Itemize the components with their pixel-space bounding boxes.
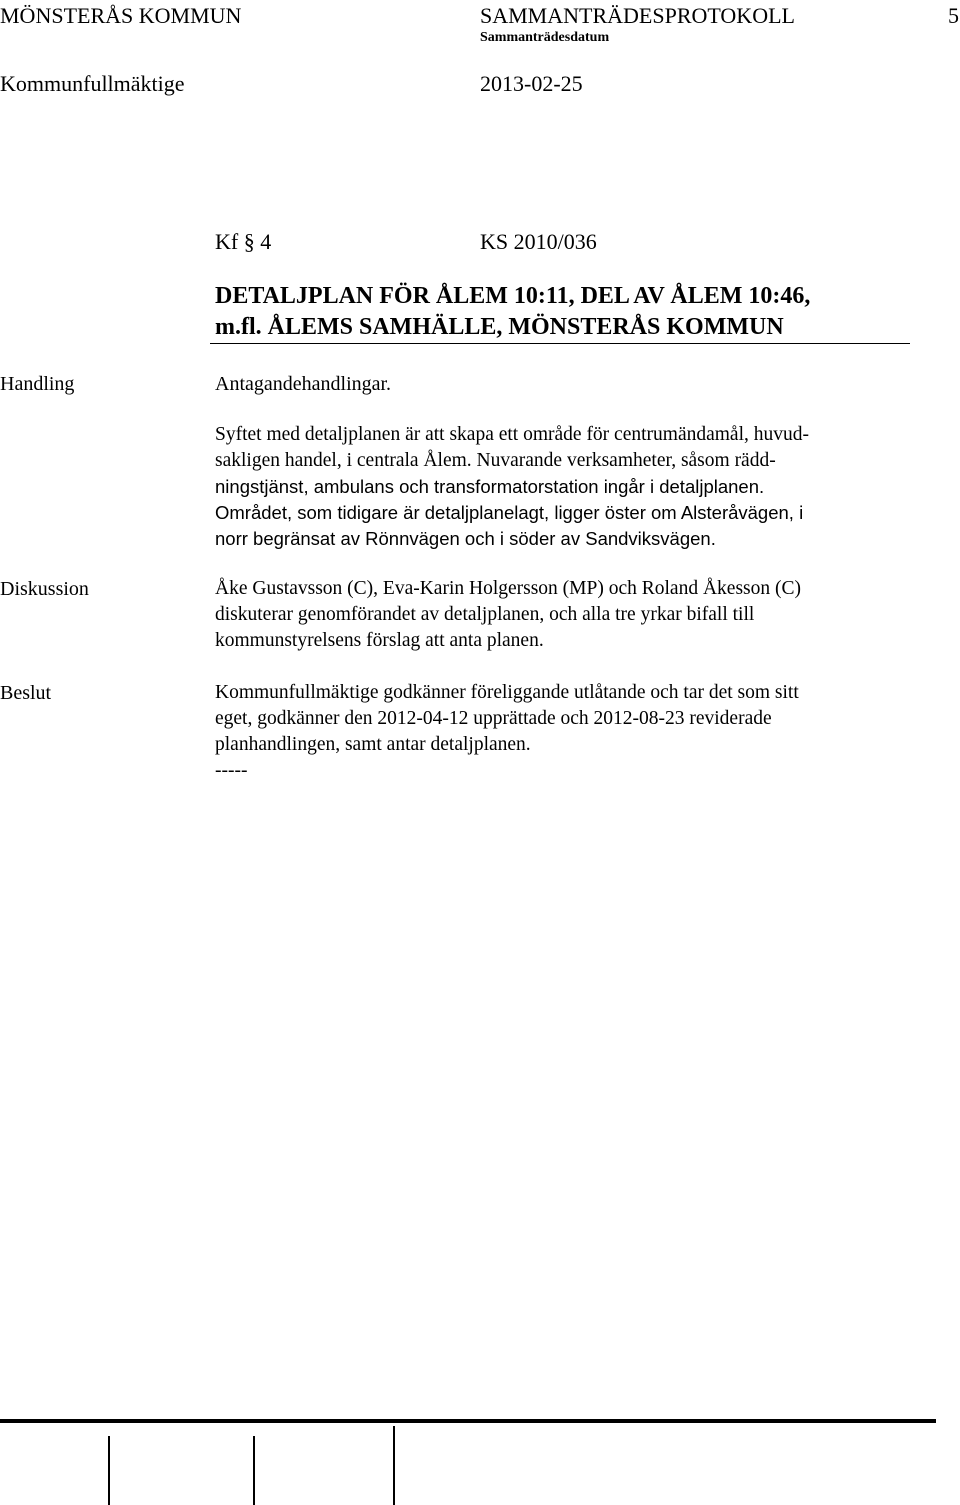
paragraph-number: Kf § 4 (215, 229, 272, 254)
handling-value: Antagandehandlingar. (215, 373, 392, 395)
diskussion-line: diskuterar genomförandet av detaljplanen, och alla tre yrkar bifall till (215, 604, 755, 625)
municipality-name: MÖNSTERÅS KOMMUN (0, 3, 242, 28)
signature-box-divider (253, 1436, 255, 1505)
signature-box-divider (108, 1436, 110, 1505)
diskussion-paragraph (215, 576, 915, 654)
date-label: Sammanträdesdatum (480, 30, 610, 45)
beslut-line: eget, godkänner den 2012-04-12 upprättade och 2012-08-23 reviderade (215, 708, 772, 729)
item-title-line-2: m.fl. ÅLEMS SAMHÄLLE, MÖNSTERÅS KOMMUN (215, 314, 784, 340)
page-number: 5 (948, 3, 959, 28)
item-title-line-1: DETALJPLAN FÖR ÅLEM 10:11, DEL AV ÅLEM 10:46, (215, 283, 811, 309)
diskussion-line: Åke Gustavsson (C), Eva-Karin Holgersson (MP) och Roland Åkesson (C) (215, 578, 801, 599)
title-underline (210, 343, 910, 344)
intro-paragraph (215, 422, 915, 552)
intro-line: norr begränsat av Rönnvägen och i söder av Sandviksvägen. (215, 528, 716, 549)
footer-rule (0, 1419, 936, 1423)
section-label-beslut: Beslut (0, 682, 52, 704)
section-label-handling: Handling (0, 373, 75, 395)
meeting-date: 2013-02-25 (480, 71, 583, 96)
document-type: SAMMANTRÄDESPROTOKOLL (480, 3, 795, 28)
case-number: KS 2010/036 (480, 229, 597, 254)
beslut-line: Kommunfullmäktige godkänner föreliggande utlåtande och tar det som sitt (215, 682, 799, 703)
intro-line: Området, som tidigare är detaljplanelagt, ligger öster om Alsteråvägen, i (215, 502, 804, 523)
beslut-line: planhandlingen, samt antar detaljplanen. (215, 734, 531, 755)
beslut-paragraph (215, 680, 915, 784)
intro-line: Syftet med detaljplanen är att skapa ett område för centrumändamål, huvud- (215, 424, 809, 445)
signature-box-divider (393, 1426, 395, 1505)
intro-line: sakligen handel, i centrala Ålem. Nuvarande verksamheter, såsom rädd- (215, 450, 776, 471)
section-label-diskussion: Diskussion (0, 578, 89, 600)
diskussion-line: kommunstyrelsens förslag att anta planen. (215, 630, 544, 651)
committee-name: Kommunfullmäktige (0, 71, 185, 96)
beslut-end-marker: ----- (215, 760, 248, 781)
intro-line: ningstjänst, ambulans och transformatorstation ingår i detaljplanen. (215, 476, 765, 497)
